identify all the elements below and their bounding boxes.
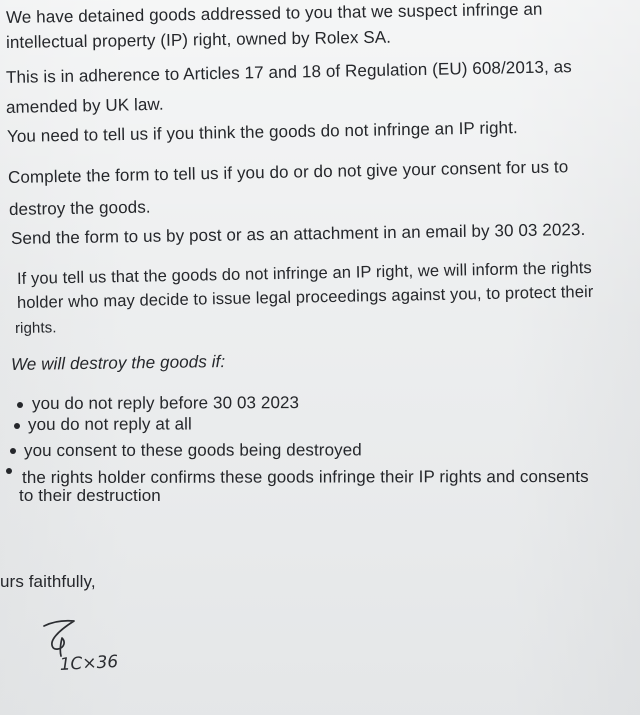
signature-number: 1C×36 bbox=[59, 651, 119, 675]
para4-line1: Complete the form to tell us if you do or do not give your consent for us to bbox=[7, 157, 569, 187]
para6-line2: holder who may decide to issue legal proceedings against you, to protect their bbox=[16, 282, 594, 312]
para2-line1: This is in adherence to Articles 17 and 18 of Regulation (EU) 608/2013, as bbox=[5, 57, 572, 87]
para2-line2: amended by UK law. bbox=[5, 94, 164, 117]
bullet-item-3: you consent to these goods being destroyed bbox=[23, 440, 362, 460]
bullet-dot-3 bbox=[10, 448, 16, 454]
bullet-dot-2 bbox=[14, 423, 20, 429]
destroy-heading: We will destroy the goods if: bbox=[10, 352, 226, 374]
bullet-dot-4 bbox=[6, 468, 12, 474]
para5: Send the form to us by post or as an attachment in an email by 30 03 2023. bbox=[10, 219, 586, 248]
bullet-item-4-cont: to their destruction bbox=[19, 486, 161, 505]
para1-line1: We have detained goods addressed to you that we suspect infringe an bbox=[5, 0, 543, 27]
closing: urs faithfully, bbox=[0, 572, 96, 591]
signature bbox=[30, 612, 150, 682]
bullet-item-2: you do not reply at all bbox=[27, 414, 192, 434]
para6-line1: If you tell us that the goods do not infringe an IP right, we will inform the rights bbox=[16, 258, 592, 288]
bullet-item-4: the rights holder confirms these goods infringe their IP rights and consents bbox=[21, 467, 589, 487]
bullet-item-1: you do not reply before 30 03 2023 bbox=[31, 393, 300, 413]
para3: You need to tell us if you think the goods do not infringe an IP right. bbox=[6, 118, 518, 146]
para1-line2: intellectual property (IP) right, owned by Rolex SA. bbox=[5, 27, 392, 52]
bullet-dot-1 bbox=[17, 402, 23, 408]
para6-line3: rights. bbox=[14, 319, 57, 337]
para4-line2: destroy the goods. bbox=[8, 197, 151, 219]
